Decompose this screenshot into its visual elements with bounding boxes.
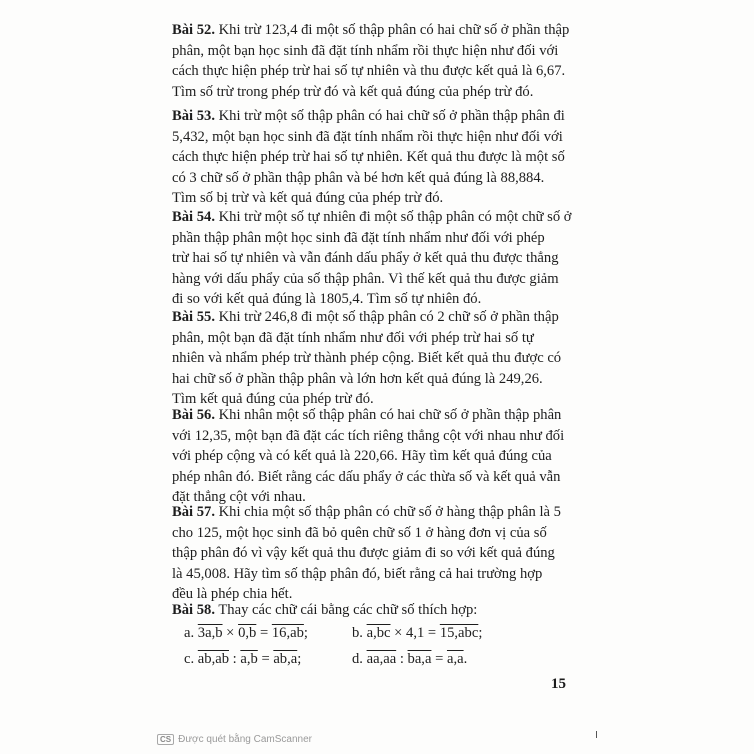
overlined-term: aa,aa: [366, 651, 397, 667]
page-number: 15: [551, 676, 566, 692]
problem-text-line: Tìm kết quả đúng của phép trừ đó.: [172, 391, 374, 408]
problem-text-line: Thay các chữ cái bằng các chữ số thích hợp:: [218, 602, 478, 618]
overlined-term: a,b: [240, 651, 258, 667]
problem-text-line: Khi chia một số thập phân có chữ số ở hàng thập phân là 5: [218, 504, 561, 520]
overlined-term: ab,ab: [197, 651, 229, 667]
overlined-term: a,bc: [366, 625, 391, 641]
equals-sign: =: [256, 625, 272, 641]
problem-label: Bài 55.: [172, 309, 215, 325]
option-a: [184, 625, 308, 642]
problem-text-line: đi so với kết quả đúng là 1805,4. Tìm số tự nhiên đó.: [172, 291, 482, 308]
problem-text-line: 5,432, một bạn học sinh đã đặt tính nhẩm rồi thực hiện như đối với: [172, 128, 563, 145]
equals-sign: =: [431, 651, 447, 667]
watermark-text: Được quét bằng CamScanner: [178, 734, 313, 745]
overlined-term: 0,b: [238, 625, 257, 641]
scanner-watermark: [157, 734, 312, 745]
problem-text-line: Khi trừ 123,4 đi một số thập phân có hai chữ số ở phần thập: [218, 22, 570, 38]
overlined-term: 16,ab: [271, 625, 304, 641]
operator: :: [396, 651, 408, 667]
option-prefix: c.: [184, 651, 195, 667]
problem-58: [172, 600, 572, 621]
option-b: [352, 625, 482, 642]
problem-text-line: trừ hai số tự nhiên và vẫn đánh dấu phẩy ở kết quả thu được thẳng: [172, 250, 559, 267]
option-prefix: d.: [352, 651, 363, 667]
problem-55: [172, 307, 572, 410]
option-c: [184, 651, 301, 668]
problem-54: [172, 207, 572, 310]
problem-text-line: đặt thẳng cột với nhau.: [172, 489, 306, 506]
problem-text-line: phân, một bạn đã đặt tính nhẩm như đối với phép trừ hai số tự: [172, 329, 534, 346]
problem-text-line: phép nhân đó. Biết rằng các dấu phẩy ở các thừa số và kết quả vẫn: [172, 468, 561, 485]
overlined-term: ba,a: [407, 651, 432, 667]
problem-text-line: hai chữ số ở phần thập phân và lớn hơn kết quả đúng là 249,26.: [172, 370, 543, 387]
overlined-term: 3a,b: [197, 625, 223, 641]
operator: :: [229, 651, 241, 667]
operator: ×: [222, 625, 239, 641]
problem-text-line: Khi trừ 246,8 đi một số thập phân có 2 chữ số ở phần thập: [218, 309, 559, 325]
problem-label: Bài 58.: [172, 602, 215, 618]
problem-text-line: phần thập phân một học sinh đã đặt tính nhẩm như đối với phép: [172, 229, 545, 246]
problem-text-line: hàng với dấu phẩy của số thập phân. Vì thế kết quả thu được giảm: [172, 270, 559, 287]
problem-57: [172, 502, 572, 605]
punctuation: .: [463, 651, 468, 667]
problem-text-line: Khi trừ một số tự nhiên đi một số thập phân có một chữ số ở: [218, 209, 572, 225]
problem-text-line: nhiên và nhẩm phép trừ thành phép cộng. Biết kết quả thu được có: [172, 350, 562, 367]
problem-text-line: có 3 chữ số ở phần thập phân và bé hơn kết quả đúng là 88,884.: [172, 169, 545, 186]
problem-text-line: là 45,008. Hãy tìm số thập phân đó, biết rằng cả hai trường hợp: [172, 565, 543, 582]
problem-text-line: thập phân đó vì vậy kết quả thu được giảm đi so với kết quả đúng: [172, 545, 555, 562]
problem-text-line: phân, một bạn học sinh đã đặt tính nhẩm rồi thực hiện như đối với: [172, 42, 559, 59]
problem-label: Bài 54.: [172, 209, 215, 225]
option-prefix: b.: [352, 625, 363, 641]
problem-label: Bài 57.: [172, 504, 215, 520]
problem-label: Bài 53.: [172, 108, 215, 124]
problem-53: [172, 106, 572, 209]
problem-text-line: Khi trừ một số thập phân có hai chữ số ở phần thập phân đi: [218, 108, 565, 124]
problem-text-line: cho 125, một học sinh đã bỏ quên chữ số 1 ở hàng đơn vị của số: [172, 524, 547, 541]
punctuation: ;: [303, 625, 308, 641]
problem-text-line: với 12,35, một bạn đã đặt các tích riêng thẳng cột với nhau như đối: [172, 427, 565, 444]
problem-text-line: Khi nhân một số thập phân có hai chữ số ở phần thập phân: [218, 407, 562, 423]
punctuation: ;: [297, 651, 302, 667]
problem-text-line: Tìm số trừ trong phép trừ đó và kết quả đúng của phép trừ đó.: [172, 83, 534, 100]
camscanner-logo-icon: CS: [157, 734, 174, 745]
option-d: [352, 651, 467, 668]
problem-text-line: đều là phép chia hết.: [172, 586, 293, 603]
overlined-term: a,a: [446, 651, 464, 667]
problem-56: [172, 405, 572, 508]
scan-artifact: [596, 731, 597, 738]
operator: × 4,1 =: [390, 625, 440, 641]
overlined-term: 15,abc: [439, 625, 479, 641]
problem-text-line: cách thực hiện phép trừ hai số tự nhiên và thu được kết quả là 6,67.: [172, 63, 566, 80]
problem-label: Bài 56.: [172, 407, 215, 423]
option-prefix: a.: [184, 625, 195, 641]
problem-label: Bài 52.: [172, 22, 215, 38]
problem-text-line: với phép cộng và có kết quả là 220,66. Hãy tìm kết quả đúng của: [172, 448, 552, 465]
punctuation: ;: [478, 625, 483, 641]
problem-text-line: Tìm số bị trừ và kết quả đúng của phép trừ đó.: [172, 190, 444, 207]
equals-sign: =: [257, 651, 274, 667]
problem-text-line: cách thực hiện phép trừ hai số tự nhiên. Kết quả thu được là một số: [172, 149, 565, 166]
overlined-term: ab,a: [273, 651, 298, 667]
problem-52: [172, 20, 572, 102]
